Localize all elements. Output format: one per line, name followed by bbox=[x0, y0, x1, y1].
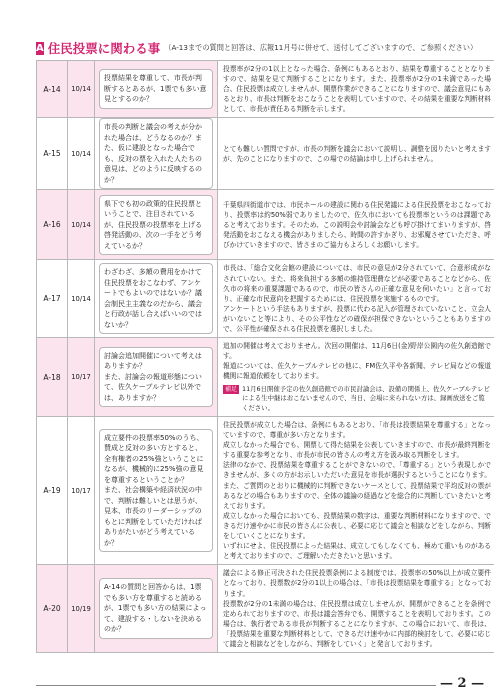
qa-question: A-14の質問と回答からは、1票でも多い方を尊重すると読めるが、1票でも多い方の結果によって、建設する・しないを決めるのか？ bbox=[99, 578, 213, 639]
qa-answer-cell bbox=[218, 190, 494, 260]
qa-question-cell bbox=[95, 338, 218, 417]
qa-question: 県下でも初の政策的住民投票ということで、注目されているが、住民投票の投票率を上げる啓発活動の、次の一手をどう考えているか？ bbox=[99, 195, 213, 256]
qa-id: A-20 bbox=[37, 565, 68, 653]
qa-id: A-15 bbox=[37, 118, 68, 190]
qa-answer: 投票率が2分の1以上となった場合、条例にもあるとおり、結果を尊重することとなりますので、結果を見て判断することになります。また、投票率が2分の1未満であった場合、住民投票は成立しませんが、開票作業ができることになりますので、議会意見にもあるとおり、市長は判断をおこなうことを表明していますので、その結果を重要な判断材料として、市長が責任ある判断を示します。 bbox=[223, 65, 491, 114]
qa-id: A-17 bbox=[37, 260, 68, 338]
qa-question-cell bbox=[95, 190, 218, 260]
qa-answer: とても難しい質問ですが、市長の判断を議会において説明し、調整を図りたいと考えますが、先のことになりますので、この場での結論は申し上げられません。 bbox=[223, 144, 491, 163]
qa-question: 成立要件の投票率50%のうち、賛成と反対の多い方とすると、全有権者の25%強ということになるが、機械的に25%強の意見を尊重するということか？ また、社会構築や経済状況の中で、判断は難しいとは思うが、見本、市長のリーダーシップのもとに判断をしていただければありがたいがどう考えているか？ bbox=[99, 429, 213, 553]
qa-id: A-16 bbox=[37, 190, 68, 260]
qa-question-cell bbox=[95, 417, 218, 565]
qa-question-cell bbox=[95, 565, 218, 653]
qa-question: 投票結果を尊重して、市長が判断するとあるが、1票でも多い意見とするのか？ bbox=[99, 69, 213, 109]
qa-answer: 住民投票が成立した場合は、条例にもあるとおり、「市長は投票結果を尊重する」となっていますので、尊重が多い方となります。 成立しなかった場合でも、開票して得た結果を公表していきますので、市長が最終判断をする重要な参考となり、市長が市民の皆さんの考え方を汲み取る判断をします。 法律のなかで、投票結果を尊重することができないので、「尊重する」という表現しかできませんが、多くの方がお示しいただいた意見を市長が選択するということになります。また、ご質問のとおりに機械的に判断できないケースとして、投票結果で平均反対の票があるなどの場合もありますので、全体の議論の経過などを総合的に判断していきたいと考えております。 成立しなかった場合においても、投票結果の数字は、重要な判断材料になりますので、できるだけ速やかに市民の皆さんに公表し、必要に応じて議会と相談などをしながら、判断をしていくことになります。 いずれにせよ、住民投票によった結果は、成立してもしなくても、極めて重いものがあると考えておりますので、ご理解いただきたいと思います。 bbox=[223, 421, 491, 561]
qa-answer: 追加の開催は考えておりません。次回の開催は、11月6日(金)野岸公園内の佐久創造館です。 報道については、佐久ケーブルテレビの他に、FM佐久平や各新聞、テレビ局などの報道機関に報道依頼をしております。 bbox=[223, 342, 491, 381]
qa-date: 10/14 bbox=[68, 118, 95, 190]
qa-question-cell bbox=[95, 61, 218, 118]
qa-question-cell bbox=[95, 118, 218, 190]
qa-date: 10/17 bbox=[68, 417, 95, 565]
section-title: 住民投票に関わる事 bbox=[47, 41, 161, 56]
qa-id: A-14 bbox=[37, 61, 68, 118]
supplement-label: 補足 bbox=[225, 385, 238, 393]
qa-answer: 千葉県四街道市では、市民ホールの建設に関わる住民発議による住民投票をおこなっており、投票率は約50%弱でありましたので、佐久市においても投票率というのは課題であると考えております。そのため、この説明会や討論会なども呼び掛けてまいりますが、啓発活動をおこなえる機会がありましたら、時間の許すかぎり、お邪魔させていただき、呼びかけていきますので、皆さまのご協力もよろしくお願いします。 bbox=[223, 200, 491, 250]
supplement-text: 11月6日開催予定の佐久創造館での市民討論会は、設備の関係上、佐久ケーブルテレビによる生中継はおこないませんので、当日、会場に来られない方は、録画放送をご覧ください。 bbox=[242, 384, 490, 412]
qa-row bbox=[37, 260, 494, 338]
qa-question: 市長の判断と議会の考えが分かれた場合は、どうなるのか？また、仮に建設となった場合でも、反対の票を入れた人たちの意見は、どのように反映するのか？ bbox=[99, 118, 213, 189]
qa-table bbox=[36, 60, 494, 653]
qa-date: 10/17 bbox=[68, 338, 95, 417]
qa-question-cell bbox=[95, 260, 218, 338]
qa-row bbox=[37, 565, 494, 653]
qa-answer-cell bbox=[218, 338, 494, 417]
section-header bbox=[36, 40, 476, 56]
qa-answer: 市長は、「総合文化会館の建設については、市民の意見が2分されていて、合意形成がなされていない。また、将来負担する多額の維持管理費などが必要であることなどから、佐久市の将来の重要課題であるので、市民の皆さんの正確な意見を伺いたい」と言っており、正確な市民意向を把握するためには、住民投票を実施するものです。 アンケートという手法もありますが、投票に代わる記入が管理されていないこと、立会人がいないこと等により、その公平性などの確保が担保できないということもありますので、公平性が確保される住民投票を選択しました。 bbox=[223, 264, 491, 334]
qa-row bbox=[37, 61, 494, 118]
qa-answer-cell bbox=[218, 61, 494, 118]
qa-date: 10/19 bbox=[68, 565, 95, 653]
qa-supplement bbox=[223, 385, 491, 414]
qa-row bbox=[37, 417, 494, 565]
qa-answer: 議会による修正可決された住民投票条例による制度では、投票率の50%以上が成立要件となっており、投票数が2分の1以上の場合は、「市長は投票結果を尊重する」となっております。 投票数が2分の1未満の場合は、住民投票は成立しませんが、開票ができることを条例で定められておりますので、市長は議会答弁でも、開票することを表明しております。この場合は、執行者である市長が判断することになりますが、この場合において、市長は、「投票結果を重要な判断材料として、できるだけ速やかに内部的検討をして、必要に応じて議会と相談などをしながら、判断をしていく」と発言しております。 bbox=[223, 569, 491, 648]
footer-line bbox=[36, 685, 436, 686]
qa-date: 10/14 bbox=[68, 190, 95, 260]
qa-question: 討論会追加開催について考えはありますか？ また、討論会の報道形態について、佐久ケーブルテレビ以外では、ありますか？ bbox=[99, 347, 213, 408]
qa-question: わざわざ、多額の費用をかけて住民投票をおこなわず、アンケートでもよいのではないか？議会制民主主義なのだから、議会と行政が話し合えばいいのではないか？ bbox=[99, 263, 213, 334]
qa-row bbox=[37, 118, 494, 190]
section-note: （A-13までの質問と回答は、広報11月号に併せて、送付してございますので、ご参照ください） bbox=[164, 43, 478, 52]
page-number: — 2 — bbox=[440, 676, 485, 691]
qa-answer-cell bbox=[218, 417, 494, 565]
qa-answer-cell bbox=[218, 260, 494, 338]
qa-answer-cell bbox=[218, 118, 494, 190]
qa-answer-cell bbox=[218, 565, 494, 653]
section-badge: A bbox=[36, 42, 44, 54]
qa-date: 10/14 bbox=[68, 260, 95, 338]
qa-id: A-18 bbox=[37, 338, 68, 417]
qa-date: 10/14 bbox=[68, 61, 95, 118]
qa-id: A-19 bbox=[37, 417, 68, 565]
qa-row bbox=[37, 338, 494, 417]
qa-row bbox=[37, 190, 494, 260]
